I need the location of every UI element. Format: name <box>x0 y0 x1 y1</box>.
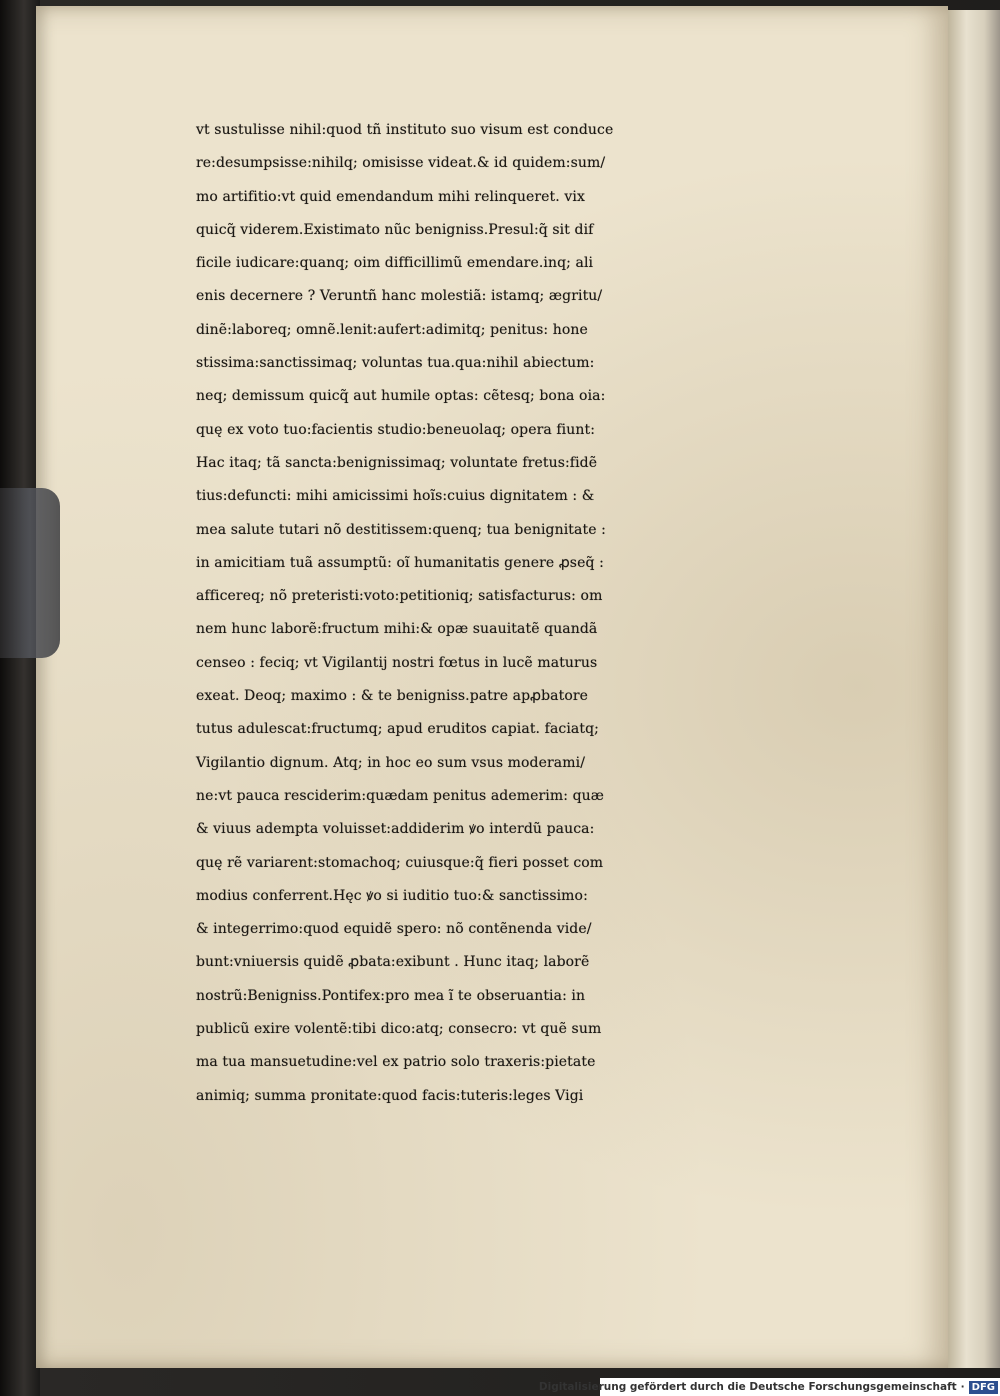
page-clip <box>0 488 60 658</box>
book-spine-edge <box>0 0 40 1396</box>
text-line: ne:vt pauca resciderim:quædam penitus ademerim: quæ <box>196 787 605 804</box>
text-line: stissima:sanctissimaq; voluntas tua.qua:nihil abiectum: <box>196 355 595 372</box>
text-line: dinẽ:laboreq; omnẽ.lenit:aufert:adimitq; penitus: hone <box>196 321 588 338</box>
text-line: Hac itaq; tã sancta:benignissimaq; voluntate fretus:fidẽ <box>196 454 598 471</box>
text-line: vt sustulisse nihil:quod tñ instituto suo visum est conduce <box>196 122 614 138</box>
text-line: afficereq; nõ preteristi:voto:petitioniq; satisfacturus: om <box>196 588 603 605</box>
text-line: nem hunc laborẽ:fructum mihi:& opæ suauitatẽ quandã <box>196 621 598 638</box>
text-line: & integerrimo:quod equidẽ spero: nõ contẽnenda vide/ <box>196 921 592 938</box>
footer-separator: · <box>960 1381 965 1393</box>
footer-credit: Digitalisierung gefördert durch die Deutsche Forschungsgemeinschaft <box>538 1381 957 1393</box>
text-line: bunt:vniuersis quidẽ ꝓbata:exibunt . Hunc itaq; laborẽ <box>196 954 590 971</box>
text-line: & viuus adempta voluisset:addiderim ꝟo interdũ pauca: <box>196 821 595 838</box>
text-line: ma tua mansuetudine:vel ex patrio solo traxeris:pietate <box>196 1054 596 1071</box>
text-line: Vigilantio dignum. Atq; in hoc eo sum vsus moderami/ <box>196 754 586 771</box>
text-line: mo artifitio:vt quid emendandum mihi relinqueret. vix <box>196 188 585 205</box>
text-line: quę ex voto tuo:facientis studio:beneuolaq; opera fiunt: <box>196 421 596 438</box>
text-line: mea salute tutari nõ destitissem:quenq; tua benignitate : <box>196 521 606 538</box>
text-line: quicq̃ viderem.Existimato nũc benigniss.Presul:q̃ sit dif <box>196 221 594 238</box>
text-line: modius conferrent.Hęc ꝟo si iuditio tuo:& sanctissimo: <box>196 887 588 904</box>
text-line: neq; demissum quicq̃ aut humile optas: cẽtesq; bona oia: <box>196 388 606 405</box>
text-line: quę rẽ variarent:stomachoq; cuiusque:q̃ fieri posset com <box>196 854 604 871</box>
dfg-logo-icon: DFG <box>969 1381 998 1394</box>
text-line: tutus adulescat:fructumq; apud eruditos capiat. faciatq; <box>196 721 599 738</box>
text-line: publicũ exire volentẽ:tibi dico:atq; consecro: vt quẽ sum <box>196 1021 602 1038</box>
text-line: animiq; summa pronitate:quod facis:tuteris:leges Vigi <box>196 1087 584 1104</box>
text-line: ficile iudicare:quanq; oim difficillimũ emendare.inq; ali <box>196 255 594 272</box>
text-line: in amicitiam tuã assumptũ: oĩ humanitatis genere ꝓseq̃ : <box>196 554 604 571</box>
text-line: re:desumpsisse:nihilq; omisisse videat.& id quidem:sum/ <box>196 155 606 172</box>
text-line: enis decernere ? Veruntñ hanc molestiã: istamq; ægritu/ <box>196 288 603 305</box>
text-block <box>196 114 948 1113</box>
book-page <box>36 6 948 1368</box>
text-line: censeo : feciq; vt Vigilantij nostri fœtus in lucẽ maturus <box>196 654 598 671</box>
text-line: nostrũ:Benigniss.Pontifex:pro mea ĩ te obseruantia: in <box>196 987 586 1004</box>
text-line: tius:defuncti: mihi amicissimi hoĩs:cuius dignitatem : & <box>196 488 595 505</box>
footer-bar <box>538 1378 1000 1396</box>
text-line: exeat. Deoq; maximo : & te benigniss.patre apꝓbatore <box>196 688 589 705</box>
page-fold-edge <box>948 10 1000 1368</box>
